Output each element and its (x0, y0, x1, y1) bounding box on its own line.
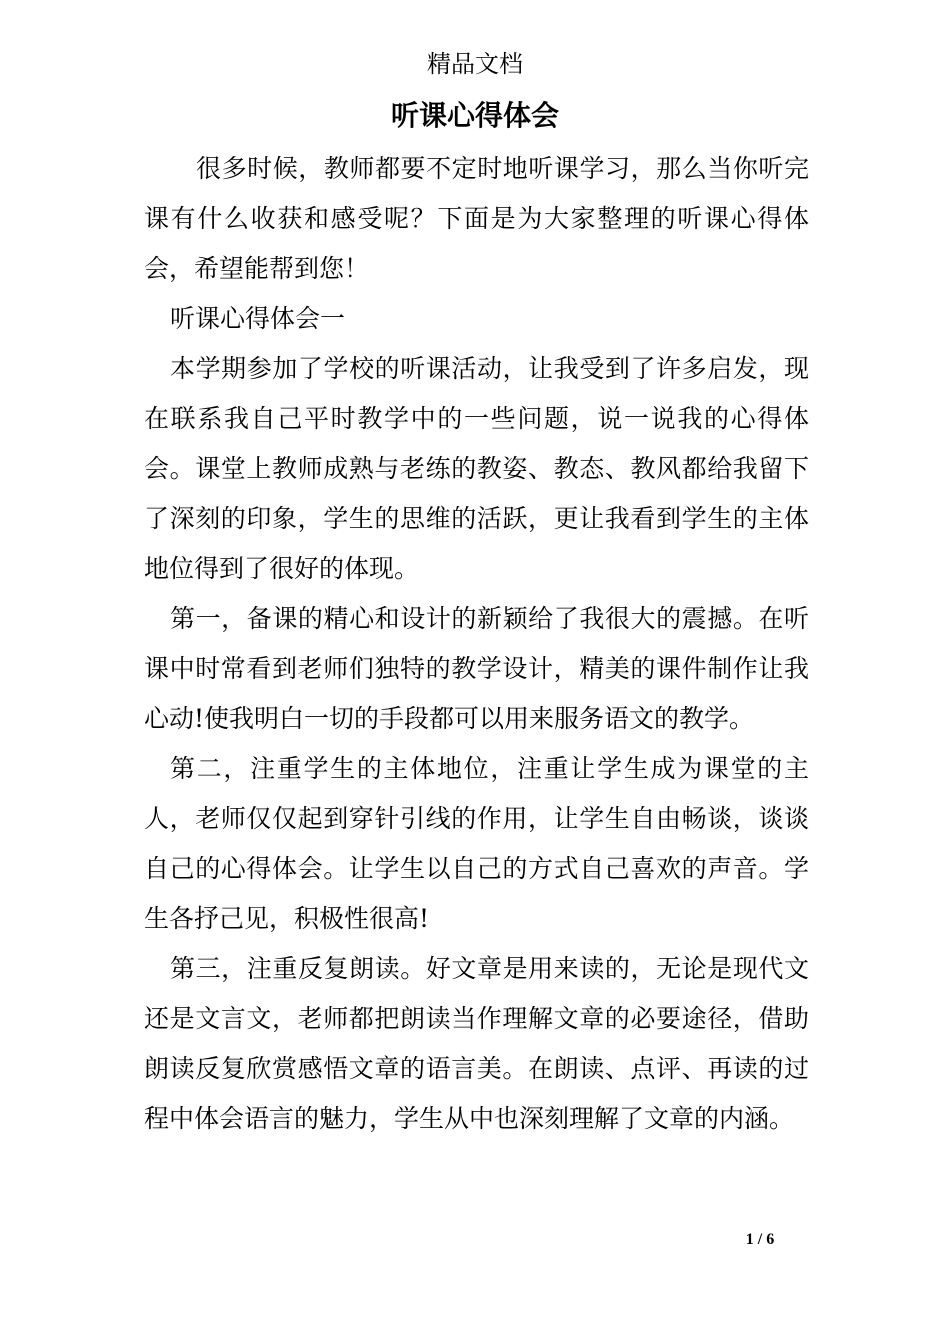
intro-paragraph: 很多时候，教师都要不定时地听课学习，那么当你听完课有什么收获和感受呢？下面是为大家整理的听课心得体会，希望能帮到您！ (144, 154, 809, 283)
page-number: 1 / 6 (745, 1231, 775, 1248)
body-paragraph: 第三，注重反复朗读。好文章是用来读的，无论是现代文还是文言文，老师都把朗读当作理解文章的必要途径，借助朗读反复欣赏感悟文章的语言美。在朗读、点评、再读的过程中体会语言的魅力，学生从中也深刻理解了文章的内涵。 (144, 954, 809, 1133)
body-paragraph: 第二，注重学生的主体地位，注重让学生成为课堂的主人，老师仅仅起到穿针引线的作用，让学生自由畅谈，谈谈自己的心得体会。让学生以自己的方式自己喜欢的声音。学生各抒己见，积极性很高! (144, 754, 809, 933)
document-title: 听课心得体会 (390, 99, 559, 132)
section-heading: 听课心得体会一 (170, 304, 346, 333)
document-header: 精品文档 (427, 50, 523, 78)
body-paragraph: 本学期参加了学校的听课活动，让我受到了许多启发，现在联系我自己平时教学中的一些问题，说一说我的心得体会。课堂上教师成熟与老练的教姿、教态、教风都给我留下了深刻的印象，学生的思维的活跃，更让我看到学生的主体地位得到了很好的体现。 (144, 354, 809, 583)
body-paragraph: 第一，备课的精心和设计的新颖给了我很大的震撼。在听课中时常看到老师们独特的教学设计，精美的课件制作让我心动!使我明白一切的手段都可以用来服务语文的教学。 (144, 604, 809, 733)
